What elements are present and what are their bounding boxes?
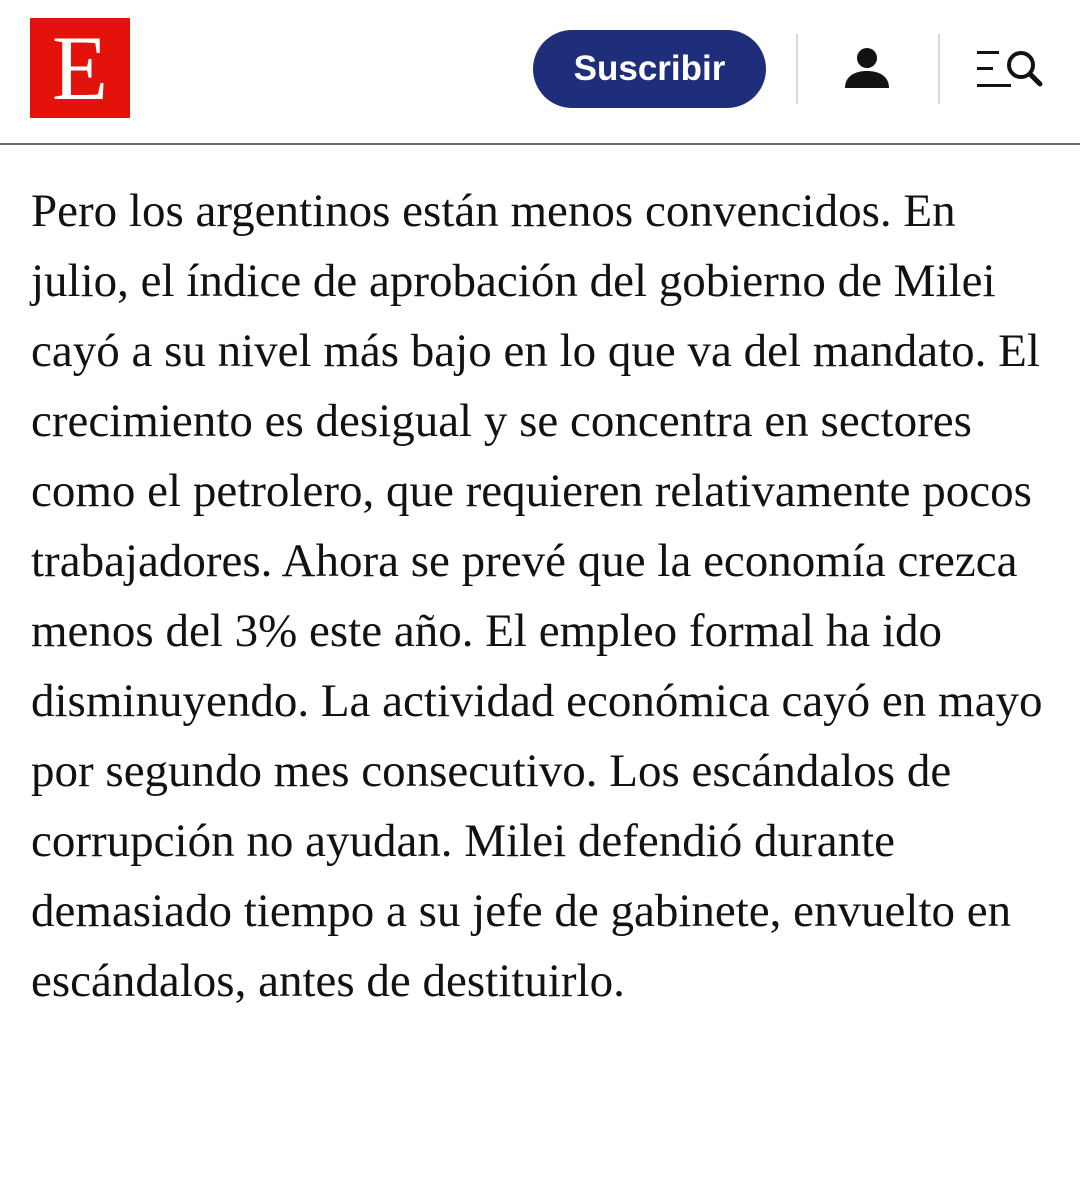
user-icon[interactable] (842, 46, 892, 92)
subscribe-button[interactable]: Suscribir (533, 30, 766, 108)
article-paragraph: Pero los argentinos están menos convencidos. En julio, el índice de aprobación del gobierno de Milei cayó a su nivel más bajo en lo que va del mandato. El crecimiento es desigual y se concentra en sectores como el petrolero, que requieren relativamente pocos trabajadores. Ahora se prevé que la economía crezca menos del 3% este año. El empleo formal ha ido disminuyendo. La actividad económica cayó en mayo por segundo mes consecutivo. Los escándalos de corrupción no ayudan. Milei defendió durante demasiado tiempo a su jefe de gabinete, envuelto en escándalos, antes de destituirlo. (31, 185, 1043, 1007)
economist-logo[interactable]: E (30, 18, 130, 118)
header-divider (938, 34, 940, 104)
site-header (0, 0, 1080, 145)
header-divider (796, 34, 798, 104)
menu-search-icon[interactable] (975, 46, 1043, 92)
